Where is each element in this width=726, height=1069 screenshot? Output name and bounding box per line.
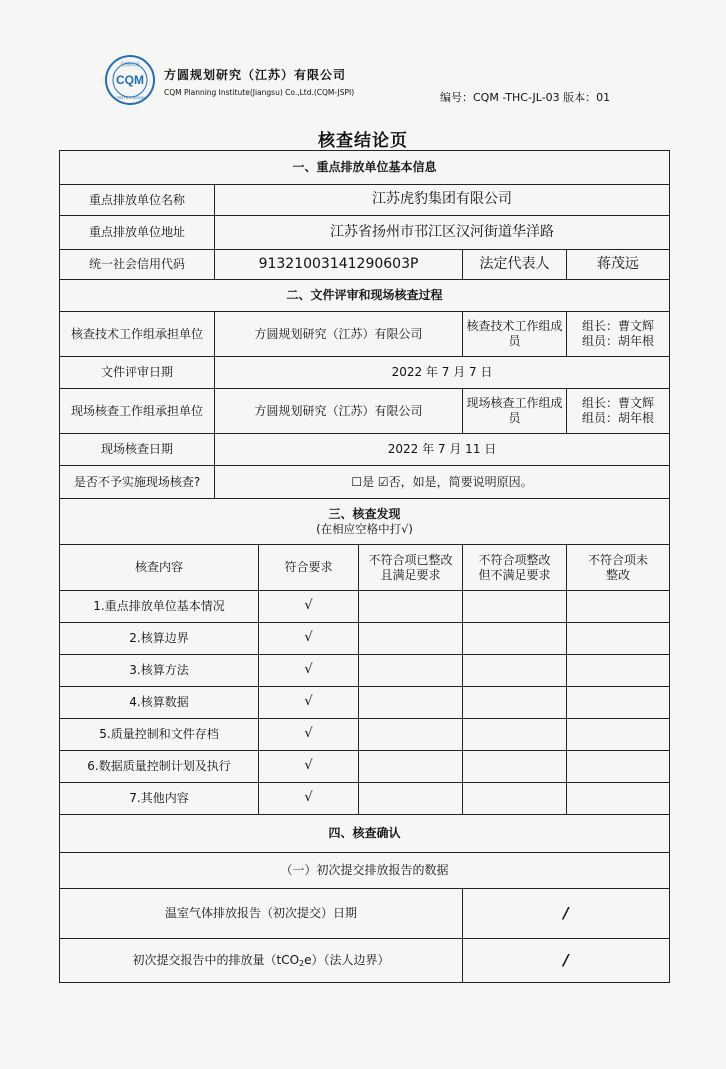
emission-row xyxy=(60,939,670,983)
emission-label xyxy=(60,939,463,983)
col-header-compliant xyxy=(259,545,359,591)
table-row xyxy=(60,751,670,783)
site-org-label: 现场核查工作组承担单位 xyxy=(60,389,215,434)
table-row xyxy=(60,719,670,751)
col-header-line: 核查内容 xyxy=(134,560,183,574)
col-header-line: 符合要求 xyxy=(284,560,333,574)
tech-group-row xyxy=(60,312,670,357)
finding-mark xyxy=(567,591,670,623)
emission-label-sub: 2 xyxy=(299,958,305,968)
unit-name-label: 重点排放单位名称 xyxy=(60,185,215,216)
col-header-line: 不符合项未 xyxy=(588,552,649,567)
finding-mark xyxy=(567,687,670,719)
table-row xyxy=(60,687,670,719)
col-header-line: 整改 xyxy=(606,567,631,582)
section4-heading-row xyxy=(60,815,670,853)
site-org-value: 方圆规划研究（江苏）有限公司 xyxy=(215,389,463,434)
finding-mark xyxy=(463,623,567,655)
table-row xyxy=(60,783,670,815)
credit-code-label: 统一社会信用代码 xyxy=(60,250,215,280)
site-date: 2022 年 7 月 11 日 xyxy=(215,434,670,466)
finding-item: 1.重点排放单位基本情况 xyxy=(60,591,259,623)
col-header-fixed-not-ok xyxy=(463,545,567,591)
skip-onsite-row xyxy=(60,466,670,499)
finding-mark xyxy=(567,623,670,655)
col-header-line: 不符合项已整改 xyxy=(368,552,453,567)
finding-mark xyxy=(359,751,463,783)
finding-item: 3.核算方法 xyxy=(60,655,259,687)
site-group-row xyxy=(60,389,670,434)
section3-heading-row xyxy=(60,499,670,545)
col-header-line: 不符合项整改 xyxy=(478,552,551,567)
legal-rep-value: 蒋茂远 xyxy=(567,250,670,280)
legal-rep-label: 法定代表人 xyxy=(463,250,567,280)
unit-name-row xyxy=(60,185,670,216)
site-members-label: 现场核查工作组成员 xyxy=(463,389,567,434)
page-title: 核查结论页 xyxy=(318,131,408,151)
site-members-value xyxy=(567,389,670,434)
col-header-line: 但不满足要求 xyxy=(478,567,551,582)
col-header-fixed-ok xyxy=(359,545,463,591)
finding-mark xyxy=(359,783,463,815)
site-leader: 组长：曹文辉 xyxy=(582,396,655,410)
doc-review-label: 文件评审日期 xyxy=(60,357,215,389)
unit-address-row xyxy=(60,216,670,250)
skip-onsite-value: ☐是 ☑否，如是，简要说明原因。 xyxy=(215,466,670,499)
cqm-logo-icon xyxy=(104,54,156,106)
finding-mark xyxy=(463,751,567,783)
emission-value: / xyxy=(463,939,670,983)
unit-address-value: 江苏省扬州市邗江区汉河街道华洋路 xyxy=(215,216,670,250)
finding-mark xyxy=(463,687,567,719)
company-name-en: CQM Planning Institute(Jiangsu) Co.,Ltd.(CQM-JSPI) xyxy=(164,88,355,97)
unit-name-value: 江苏虎豹集团有限公司 xyxy=(215,185,670,216)
table-row xyxy=(60,591,670,623)
report-date-label: 温室气体排放报告（初次提交）日期 xyxy=(60,889,463,939)
col-header-content xyxy=(60,545,259,591)
section3-heading: 三、核查发现 xyxy=(328,506,401,521)
finding-mark: √ xyxy=(259,719,359,751)
finding-item: 7.其他内容 xyxy=(60,783,259,815)
finding-mark: √ xyxy=(259,783,359,815)
finding-mark: √ xyxy=(259,687,359,719)
tech-members-label: 核查技术工作组成员 xyxy=(463,312,567,357)
emission-label-pre: 初次提交报告中的排放量（tCO xyxy=(132,952,300,967)
section4-sub-heading: （一）初次提交排放报告的数据 xyxy=(60,853,670,889)
logo-text: CQM xyxy=(116,73,144,87)
table-row xyxy=(60,655,670,687)
verification-conclusion-table xyxy=(59,150,670,983)
tech-leader: 组长：曹文辉 xyxy=(582,319,655,333)
section2-heading-row xyxy=(60,280,670,312)
finding-mark xyxy=(359,591,463,623)
finding-mark xyxy=(567,719,670,751)
section4-heading: 四、核查确认 xyxy=(60,815,670,853)
col-header-not-fixed xyxy=(567,545,670,591)
finding-mark: √ xyxy=(259,623,359,655)
col-header-line: 且满足要求 xyxy=(380,567,441,582)
tech-members-value xyxy=(567,312,670,357)
finding-item: 6.数据质量控制计划及执行 xyxy=(60,751,259,783)
company-name-cn: 方圆规划研究（江苏）有限公司 xyxy=(164,68,347,82)
findings-header-row xyxy=(60,545,670,591)
finding-mark: √ xyxy=(259,591,359,623)
finding-item: 4.核算数据 xyxy=(60,687,259,719)
site-member: 组员：胡年根 xyxy=(582,411,655,425)
finding-mark xyxy=(463,655,567,687)
finding-mark xyxy=(463,783,567,815)
finding-mark xyxy=(359,687,463,719)
emission-label-post: e）（法人边界） xyxy=(304,952,390,967)
logo-ring-bottom: CERTIFICATION xyxy=(114,95,146,100)
finding-mark: √ xyxy=(259,655,359,687)
section3-note: (在相应空格中打√) xyxy=(316,521,413,536)
finding-mark xyxy=(463,719,567,751)
finding-mark xyxy=(463,591,567,623)
finding-item: 2.核算边界 xyxy=(60,623,259,655)
section4-sub-heading-row xyxy=(60,853,670,889)
report-date-value: / xyxy=(463,889,670,939)
credit-code-row xyxy=(60,250,670,280)
tech-org-label: 核查技术工作组承担单位 xyxy=(60,312,215,357)
skip-onsite-label: 是否不予实施现场核查? xyxy=(60,466,215,499)
finding-mark: √ xyxy=(259,751,359,783)
finding-mark xyxy=(359,719,463,751)
document-number: 编号：CQM -THC-JL-03 版本：01 xyxy=(440,91,611,104)
section2-heading: 二、文件评审和现场核查过程 xyxy=(60,280,670,312)
unit-address-label: 重点排放单位地址 xyxy=(60,216,215,250)
site-date-row xyxy=(60,434,670,466)
doc-review-row xyxy=(60,357,670,389)
logo-ring-top: 方圆认证 xyxy=(119,62,141,68)
doc-review-date: 2022 年 7 月 7 日 xyxy=(215,357,670,389)
section3-heading-cell xyxy=(60,499,670,545)
finding-mark xyxy=(359,623,463,655)
section1-heading: 一、重点排放单位基本信息 xyxy=(60,151,670,185)
tech-org-value: 方圆规划研究（江苏）有限公司 xyxy=(215,312,463,357)
tech-member: 组员：胡年根 xyxy=(582,334,655,348)
finding-mark xyxy=(567,655,670,687)
finding-item: 5.质量控制和文件存档 xyxy=(60,719,259,751)
table-row xyxy=(60,623,670,655)
finding-mark xyxy=(359,655,463,687)
finding-mark xyxy=(567,783,670,815)
finding-mark xyxy=(567,751,670,783)
site-date-label: 现场核查日期 xyxy=(60,434,215,466)
credit-code-value: 91321003141290603P xyxy=(215,250,463,280)
section1-heading-row xyxy=(60,151,670,185)
report-date-row xyxy=(60,889,670,939)
